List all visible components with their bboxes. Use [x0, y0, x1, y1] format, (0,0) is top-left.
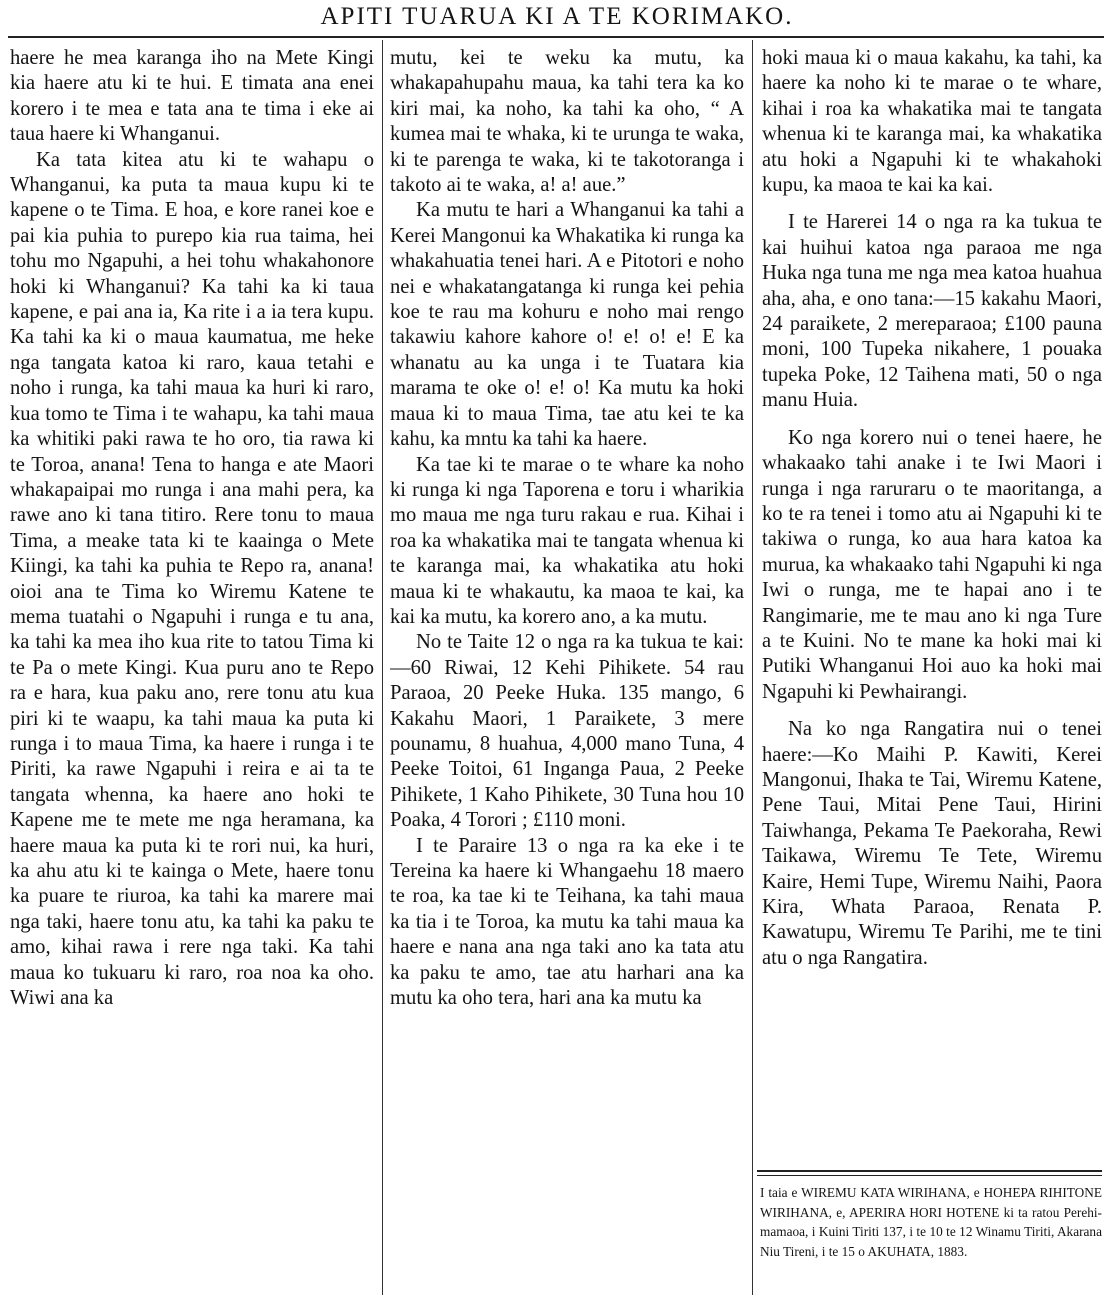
- paragraph: No te Taite 12 o nga ra ka tukua te kai:—60 Riwai, 12 Kehi Pihikete. 54 rau Paraoa, 20 Peeke Huka. 135 mango, 6 Kakahu Maori, 1 Paraikete, 3 mere pounamu, 8 huahua, 4,000 mano Tuna, 4 Peeke Toitoi, 61 Inganga Paua, 2 Peeke Pihikete, 1 Kaho Pihikete, 30 Tuna hou 10 Poaka, 4 Torori ; £110 moni.: [390, 631, 744, 832]
- paragraph: Ka tae ki te marae o te whare ka noho ki runga ki nga Taporena e toru i wharikia mo maua me nga turu rakau e rua. Kihai i roa ka whakatika mai te tangata whenua ki te karanga mai, ka whakatika atu hoki maua ki te whakautu, ka maoa te kai, ka kai ka mutu, ka korero ano, a ka mutu.: [390, 453, 744, 628]
- column-2: [390, 46, 744, 1296]
- printer-imprint: I taia e WIREMU KATA WIRIHANA, e HOHEPA RIHITONE WIRIHANA, e, APERIRA HORI HOTENE ki ta ratou Perehi-mamaoa, i Kuini Tiriti 137, i te 10 te 12 Winamu Tiriti, Akarana Niu Tireni, i te 15 o AKUHATA, 1883.: [760, 1185, 1102, 1259]
- header-rule: [8, 36, 1104, 38]
- column-divider-2: [752, 40, 753, 1295]
- paragraph: mutu, kei te weku ka mutu, ka whakapahupahu maua, ka tahi tera ka ko kiri mai, ka noho, ka tahi ka oho, “ A kumea mai te whaka, ki te urunga te waka, ki te parenga te waka, ki te takotoranga i takoto ai te waka, a! a! aue.”: [390, 47, 744, 197]
- footnote-rule-thin: [757, 1175, 1102, 1176]
- paragraph: Ko nga korero nui o tenei haere, he whakaako tahi anake i te Iwi Maori i runga i nga raruraru o te maoritanga, a ko te ra tenei i tomo atu ai Ngapuhi ki te takiwa o runga, ko aua hara katoa ka murua, ka whakaako tahi Ngapuhi ki nga Iwi o runga, me te hapai ano i te Rangimarie, me te mau ano ki nga Ture a te Kuini. No te mane ka hoki mai ki Putiki Whanganui Hoi auo ka hoki mai Ngapuhi ki Pewhairangi.: [762, 426, 1102, 703]
- paragraph: hoki maua ki o maua kakahu, ka tahi, ka haere ka noho ki te marae o te whare, kihai i roa ka whakatika mai te tangata whenua ki te karanga mai, ka whakatika atu hoki a Ngapuhi ki te whakahoki kupu, ka maoa te kai ka kai.: [762, 47, 1102, 197]
- column-3: [762, 46, 1102, 1286]
- column-1: [10, 46, 374, 1296]
- paragraph: Ka mutu te hari a Whanganui ka tahi a Kerei Mangonui ka Whakatika ki runga ka whakahuatia tenei hari. A e Pitotori e noho nei e whakatangatanga ki runga kei pehia koe te rau ma kohuru e noho mai rengo takawiu kahore kahore o! e! o! e! E ka whanatu au ka unga i te Tuatara kia marama te oke o! e! o! Ka mutu ka hoki maua ki to maua Tima, tae atu kei te ka kahu, ka mntu ka tahi ka haere.: [390, 199, 744, 451]
- paragraph: I te Harerei 14 o nga ra ka tukua te kai huihui katoa nga paraoa me nga Huka nga tuna me nga mea katoa huahua aha, aha, e ono tana:—15 kakahu Maori, 24 paraikete, 2 mereparaoa; £100 pauna moni, 100 Tupeka nikahere, 1 pouaka tupeka Poke, 12 Taihena mati, 50 o nga manu Huia.: [762, 211, 1102, 412]
- column-divider-1: [382, 40, 383, 1295]
- page-header: APITI TUARUA KI A TE KORIMAKO.: [320, 3, 794, 30]
- paragraph: I te Paraire 13 o nga ra ka eke i te Tereina ka haere ki Whangaehu 18 maero te roa, ka tae ki te Teihana, ka tahi maua ka tia i te Toroa, ka mutu ka tahi maua ka haere e nana ana nga taki ano ka tata atu ka paku te amo, tae atu harhari ana ka mutu ka oho tera, hari ana ka mutu ka: [390, 834, 744, 1010]
- paragraph: haere he mea karanga iho na Mete Kingi kia haere atu ki te hui. E timata ana enei korero i te mea e tata ana te tima i eke ai taua haere ki Whanganui.: [10, 47, 374, 146]
- footnote-rule: [757, 1170, 1102, 1172]
- paragraph: Ka tata kitea atu ki te wahapu o Whanganui, ka puta ta maua kupu ki te kapene o te Tima. E hoa, e kore ranei koe e pai kia puhia to purepo kia rua taima, hei tohu mo Ngapuhi, a hei tohu whakahonore hoki ki Whanganui? Ka tahi ka ki taua kapene, e pai ana ia, Ka rite i a ia tera kupu. Ka tahi ka ki o maua kaumatua, me heke nga tangata katoa ki raro, kaua tetahi e noho i runga, ka tahi maua ka huri ki raro, kua tomo te Tima i te wahapu, ka tahi maua ka whitiki paki rawa te ho oro, tia rawa ki te Toroa, anana! Tena to hanga e ate Maori whakapaipai mo runga i ana mahi pera, ka rawe ano ki tana titiro. Rere tonu to maua Tima, a meake tata ki te kaainga o Mete Kiingi, ka tahi ka puhia te Repo ra, anana! oioi ana te Tima ko Wiremu Katene te mema tuatahi o Ngapuhi i runga e tu ana, ka tahi ka mea iho kua rite to tatou Tima ki te Pa o mete Kingi. Kua puru ano te Repo ra e hara, kua paku ano, rere tonu atu kua piri ki te waapu, ka tahi maua ka puta ki runga i to maua Tima, ka haere i runga i te Piriti, ka rawe Ngapuhi i reira e ai ta te tangata whenna, ka haere ano hoki te Kapene me te mete me nga heramana, ka haere maua ka puta ki te rori nui, ka huri, ka ahu atu ki te kainga o Mete, haere tonu ka puare te riuroa, ka tahi ka marere mai nga taki, haere tonu atu, ka tahi ka paku te amo, kihai rawa i rere nga taki. Ka tahi maua ko tukuaru ki raro, roa noa ka oho. Wiwi ana ka: [10, 148, 374, 1010]
- paragraph: Na ko nga Rangatira nui o tenei haere:—Ko Maihi P. Kawiti, Kerei Mangonui, Ihaka te Tai, Wiremu Katene, Pene Taui, Mitai Pene Taui, Hirini Taiwhanga, Pekama Te Paekoraha, Rewi Taikawa, Wiremu Te Tete, Wiremu Kaire, Hemi Tupe, Wiremu Naihi, Paora Kira, Whata Paraoa, Renata P. Kawatupu, Wiremu Te Parihi, me te tini atu o nga Rangatira.: [762, 718, 1102, 969]
